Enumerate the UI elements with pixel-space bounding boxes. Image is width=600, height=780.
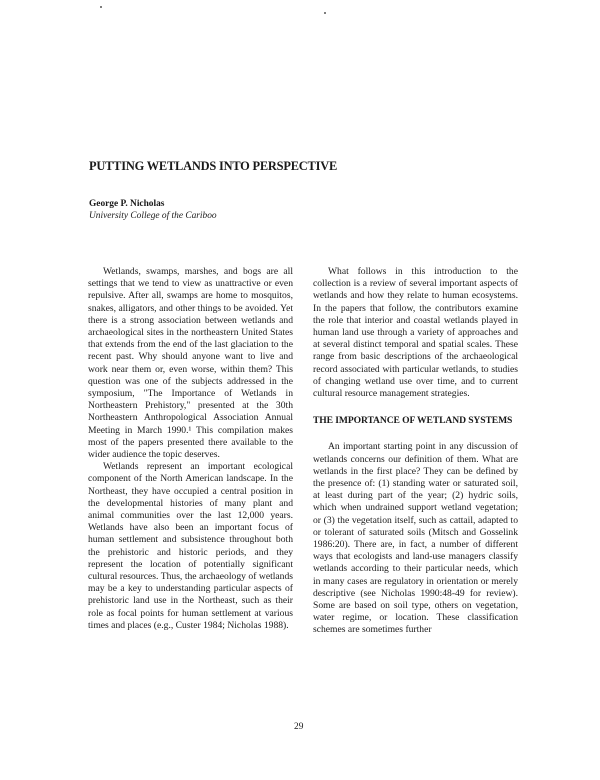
left-column bbox=[88, 266, 293, 632]
article-title: PUTTING WETLANDS INTO PERSPECTIVE bbox=[89, 159, 338, 173]
author-affiliation: University College of the Cariboo bbox=[89, 211, 217, 221]
author-name: George P. Nicholas bbox=[89, 199, 165, 209]
paragraph: An important starting point in any discussion of wetlands concerns our definition of them. What are wetlands in the first place? They can be defined by the presence of: (1) standing water or saturated soil, at least during part of the year; (2) hydric soils, which when undrained support wetland vegetation; or (3) the vegetation itself, such as cattail, adapted to or tolerant of saturated soils (Mitsch and Gosselink 1986:20). There are, in fact, a number of different ways that ecologists and land-use managers classify wetlands according to their particular needs, which in many cases are regulatory in orientation or merely descriptive (see Nicholas 1990:48-49 for review). Some are based on soil type, others on vegetation, water regime, or location. These classification schemes are sometimes further bbox=[313, 441, 518, 636]
right-column bbox=[313, 266, 518, 637]
paragraph: What follows in this introduction to the collection is a review of several important aspects of wetlands and how they relate to human ecosystems. In the papers that follow, the contributors examine the role that interior and coastal wetlands played in human land use through a variety of approaches and at several distinct temporal and spatial scales. These range from basic descriptions of the archaeological record associated with particular wetlands, to studies of changing wetland use over time, and to current cultural resource management strategies. bbox=[313, 266, 518, 400]
scan-speck bbox=[324, 12, 326, 14]
paragraph: Wetlands, swamps, marshes, and bogs are all settings that we tend to view as unattractive or even repulsive. After all, swamps are home to mosquitos, snakes, alligators, and other things to be avoided. Yet there is a strong association between wetlands and archaeological sites in the northeastern United States that extends from the end of the last glaciation to the recent past. Why should anyone want to live and work near them or, even worse, within them? This question was one of the subjects addressed in the symposium, "The Importance of Wetlands in Northeastern Prehistory," presented at the 30th Northeastern Anthropological Association Annual Meeting in March 1990.¹ This compilation makes most of the papers presented there available to the wider audience the topic deserves. bbox=[88, 266, 293, 461]
scan-speck bbox=[100, 6, 102, 8]
page-number: 29 bbox=[294, 722, 304, 732]
paragraph: Wetlands represent an important ecological component of the North American landscape. In the Northeast, they have occupied a central position in the developmental histories of many plant and animal communities over the last 12,000 years. Wetlands have also been an important focus of human settlement and subsistence throughout both the prehistoric and historic periods, and they represent the location of potentially significant cultural resources. Thus, the archaeology of wetlands may be a key to understanding particular aspects of prehistoric land use in the Northeast, such as their role as focal points for human settlement at various times and places (e.g., Custer 1984; Nicholas 1988). bbox=[88, 461, 293, 631]
section-heading: THE IMPORTANCE OF WETLAND SYSTEMS bbox=[313, 415, 513, 427]
